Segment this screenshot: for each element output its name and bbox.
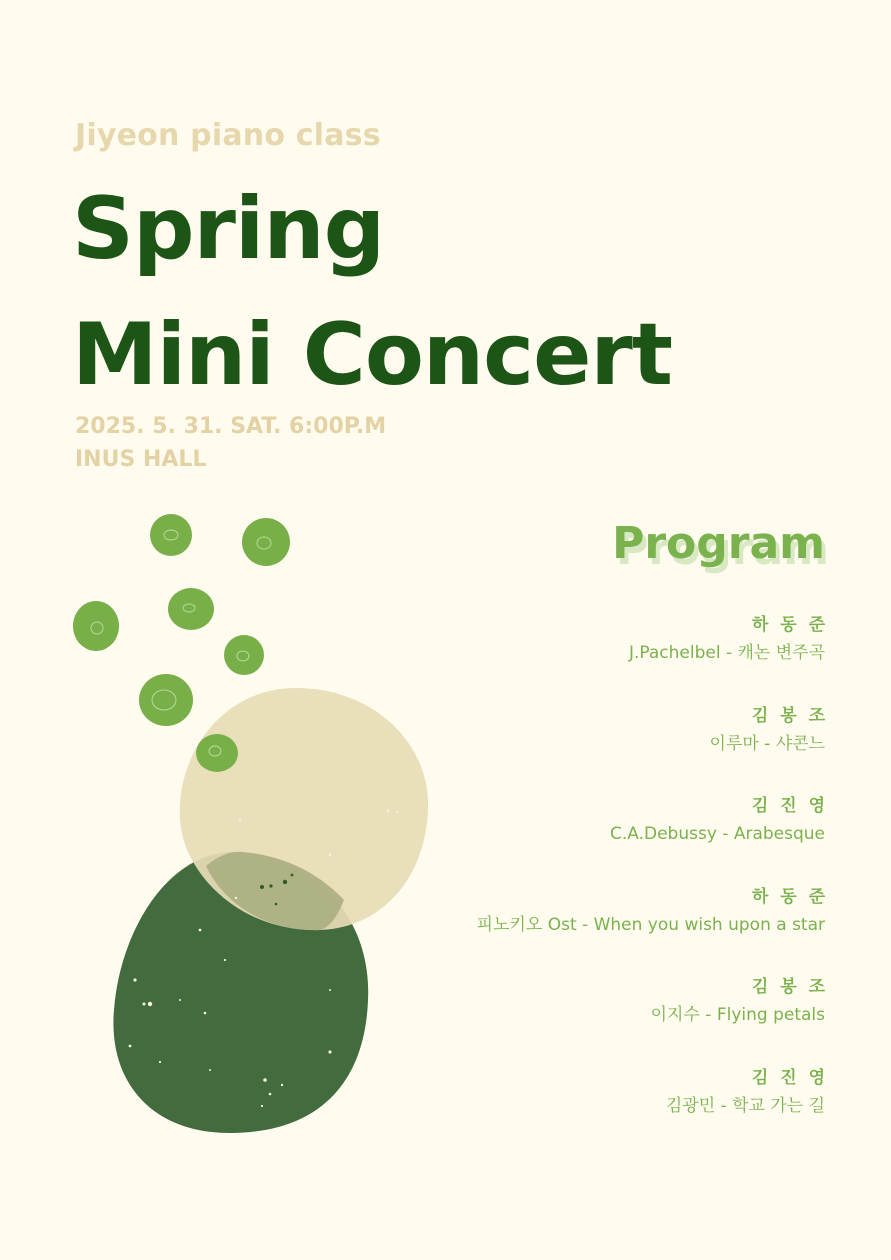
performer-name: 김 봉 조 [751, 977, 828, 997]
piece-title: 김광민 - 학교 가는 길 [665, 1095, 825, 1116]
program-item [385, 974, 828, 1065]
piece-title: 이루마 - 샤콘느 [709, 733, 825, 754]
performer-name: 김 봉 조 [751, 705, 828, 726]
program-item [385, 884, 828, 975]
performer-name: 하 동 준 [751, 615, 828, 635]
performer-name: 하 동 준 [751, 886, 828, 907]
program-heading: Program [612, 518, 825, 569]
event-venue: INUS HALL [75, 447, 207, 472]
event-date: 2025. 5. 31. SAT. 6:00P.M [75, 414, 387, 439]
performer-name: 김 진 영 [751, 1067, 828, 1088]
program-list [385, 612, 828, 1155]
class-name: Jiyeon piano class [75, 118, 381, 153]
piece-title: 피노키오 Ost - When you wish upon a star [476, 914, 825, 935]
piece-title: C.A.Debussy - Arabesque [609, 824, 825, 844]
title-line-2: Mini Concert [72, 305, 672, 405]
program-item [385, 612, 828, 703]
title-line-1: Spring [72, 179, 385, 279]
piece-title: J.Pachelbel - 캐논 변주곡 [628, 643, 825, 663]
program-item [385, 1065, 828, 1156]
program-item [385, 793, 828, 884]
performer-name: 김 진 영 [751, 796, 828, 816]
program-item [385, 703, 828, 794]
piece-title: 이지수 - Flying petals [650, 1005, 825, 1025]
